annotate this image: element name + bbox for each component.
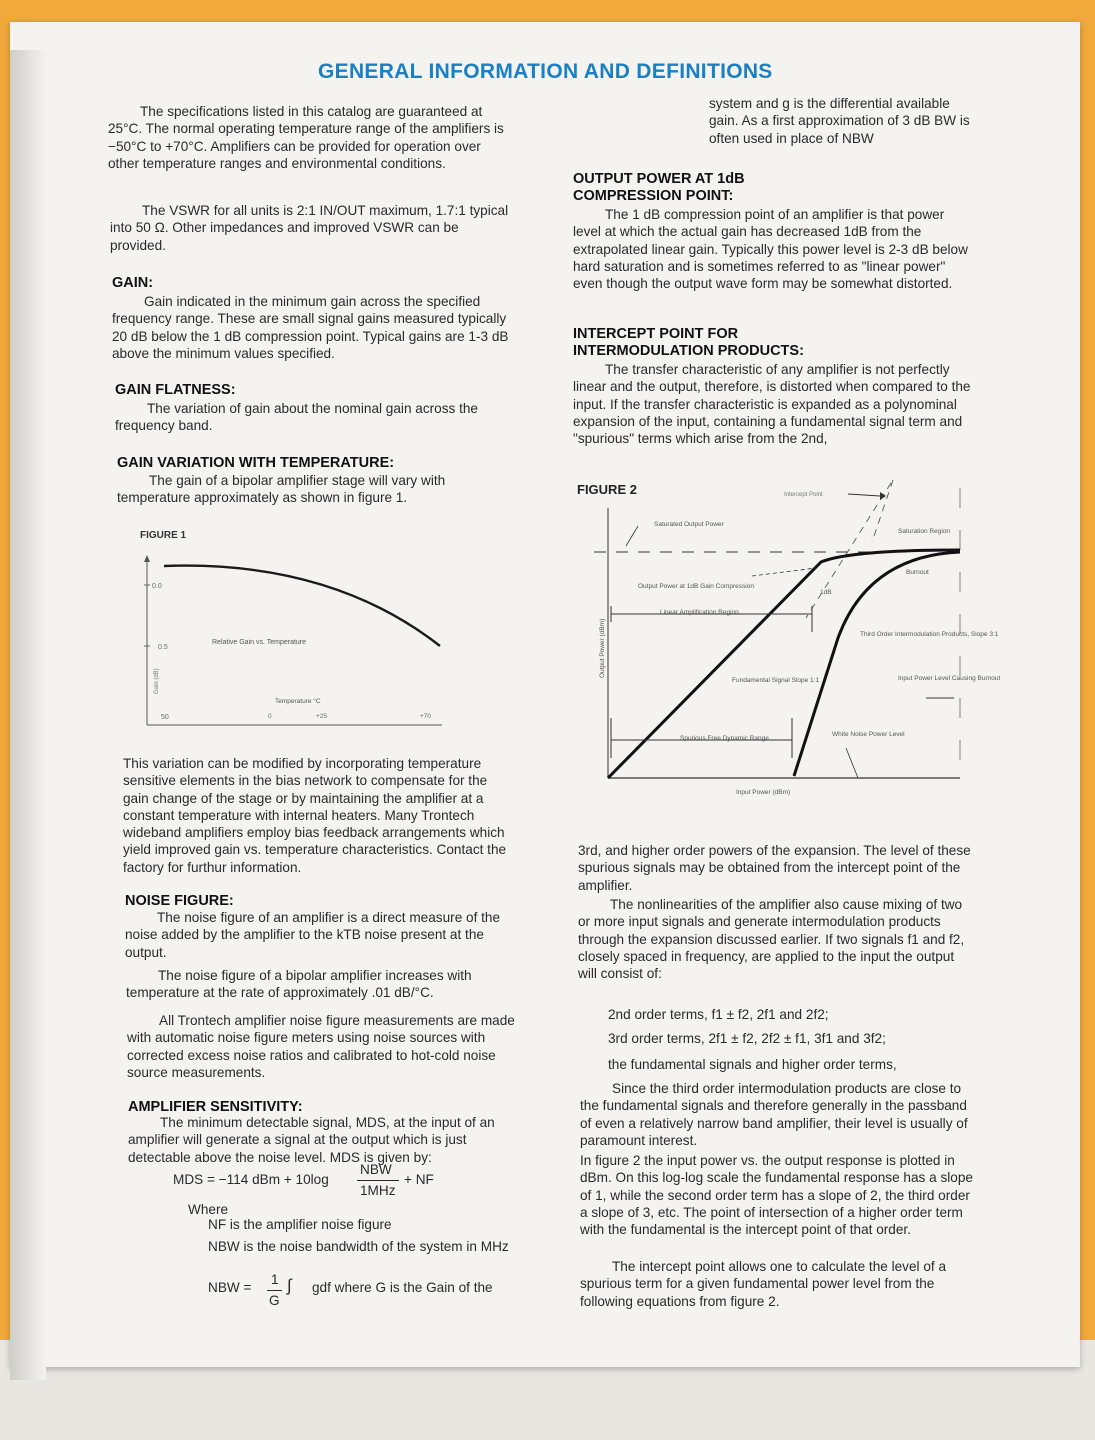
intercept-point-heading: INTERCEPT POINT FOR INTERMODULATION PRODUCTS: [573, 326, 804, 359]
gain-temperature-heading: GAIN VARIATION WITH TEMPERATURE: [117, 455, 395, 471]
mds-equation-lhs: MDS = −114 dBm + 10log [173, 1172, 329, 1187]
mds-fraction-numerator: NBW [360, 1162, 392, 1177]
gain-flatness-heading: GAIN FLATNESS: [115, 382, 236, 398]
saturated-output-label: Saturated Output Power [654, 521, 724, 528]
gain-flatness-paragraph: The variation of gain about the nominal gain across the frequency band. [115, 401, 478, 434]
third-order-extrapolation-line [872, 480, 893, 542]
white-noise-label: White Noise Power Level [832, 731, 905, 738]
figure-1-gain-curve [164, 566, 440, 646]
nf-definition: NF is the amplifier noise figure [208, 1217, 392, 1232]
figure-1-x-tick: +25 [316, 713, 328, 720]
figure-1 [120, 522, 460, 737]
compression-point-label: Output Power at 1dB Gain Compression [638, 583, 754, 590]
intercept-usage-paragraph: The intercept point allows one to calculate the level of a spurious term for a given fundamental power level from the following equations from figure 2. [580, 1259, 947, 1309]
figure-1-y-arrow [144, 555, 150, 562]
fundamental-extrapolation-line [806, 483, 891, 618]
figure-1-label: FIGURE 1 [140, 530, 187, 541]
page-title: GENERAL INFORMATION AND DEFINITIONS [318, 60, 773, 83]
fundamental-terms: the fundamental signals and higher order terms, [608, 1057, 897, 1072]
third-order-products-curve [794, 552, 960, 776]
figure-2-label: FIGURE 2 [577, 482, 637, 497]
amplifier-sensitivity-heading: AMPLIFIER SENSITIVITY: [128, 1099, 303, 1115]
page-fold-shadow [10, 50, 46, 1380]
intercept-point-paragraph: The transfer characteristic of any amplifier is not perfectly linear and the output, therefore, is distorted when compared to the input. If the transfer characteristic is expanded as a polynominal expansion of the input, containing a fundamental signal term and "spurious" terms which arise from the 2nd, [573, 362, 971, 447]
nbw-continuation-paragraph: system and g is the differential available gain. As a first approximation of 3 dB BW is often used in place of NBW [709, 96, 970, 146]
temperature-compensation-paragraph: This variation can be modified by incorporating temperature sensitive elements in the bias network to compensate for the gain change of the stage or by maintaining the amplifier at a constant temperature with internal heaters. Many Trontech wideband amplifiers employ bias feedback arrangements which yield improved gain vs. temperature characteristics. Contact the factory for furthur information. [123, 756, 507, 875]
where-label: Where [188, 1202, 229, 1217]
nbw-equation-lhs: NBW = [208, 1280, 252, 1295]
nonlinearities-paragraph: The nonlinearities of the amplifier also cause mixing of two or more input signals and generate intermodulation products through the expansion discussed earlier. If two signals f1 and f2, closely spaced in frequency, are applied to the input the output will consist of: [578, 897, 965, 982]
figure-2-explanation-paragraph: In figure 2 the input power vs. the output response is plotted in dBm. On this log-log scale the fundamental response has a slope of 1, while the second order term has a slope of 2, the third order a slope of 3, etc. The point of intersection of a higher order term with the fundamental is the intercept point of that order. [580, 1153, 973, 1238]
gain-paragraph: Gain indicated in the minimum gain across the specified frequency range. These are small signal gains measured typically 20 dB below the 1 dB compression point. Typical gains are 1-3 dB above the minimum values specified. [112, 294, 509, 361]
input-burnout-label: Input Power Level Causing Burnout [898, 675, 1001, 682]
noise-figure-paragraph-3: All Trontech amplifier noise figure measurements are made with automatic noise figure meters using noise sources with corrected excess noise ratios and calibrated to hot-cold noise source measurements. [127, 1013, 515, 1080]
mds-fraction-denominator: 1MHz [360, 1183, 396, 1198]
figure-1-x-tick: 0 [268, 713, 272, 720]
third-order-label: Third Order Intermodulation Products, Slope 3:1 [860, 631, 999, 638]
second-order-terms: 2nd order terms, f1 ± f2, 2f1 and 2f2; [608, 1007, 829, 1022]
intro-paragraph: The specifications listed in this catalog are guaranteed at 25°C. The normal operating temperature range of the amplifiers is −50°C to +70°C. Amplifiers can be provided for operation over other temperature ranges and environmental conditions. [108, 104, 504, 171]
intercept-continuation-paragraph: 3rd, and higher order powers of the expansion. The level of these spurious signals may be obtained from the intercept point of the amplifier. [578, 843, 971, 893]
mds-fraction-bar [357, 1180, 399, 1181]
spurious-free-range-label: Spurious Free Dynamic Range [680, 735, 769, 742]
compression-point-heading: OUTPUT POWER AT 1dB COMPRESSION POINT: [573, 171, 745, 204]
figure-1-y-tick: 50 [161, 714, 169, 721]
nbw-fraction-numerator: 1 [271, 1272, 279, 1287]
one-db-label: 1dB [820, 589, 832, 596]
third-order-terms: 3rd order terms, 2f1 ± f2, 2f2 ± f1, 3f1 and 3f2; [608, 1031, 886, 1046]
linear-region-label: Linear Amplification Region [660, 609, 739, 616]
figure-1-curve-label: Relative Gain vs. Temperature [212, 639, 307, 646]
gain-heading: GAIN: [112, 275, 154, 291]
gain-temperature-paragraph: The gain of a bipolar amplifier stage will vary with temperature approximately as shown in figure 1. [117, 473, 446, 506]
amplifier-sensitivity-paragraph: The minimum detectable signal, MDS, at the input of an amplifier will generate a signal at the output which is just detectable above the noise level. MDS is given by: [128, 1115, 495, 1165]
figure-1-y-tick: 0.0 [152, 583, 162, 590]
intercept-point-label: Intercept Point [784, 492, 823, 498]
compression-point-paragraph: The 1 dB compression point of an amplifier is that power level at which the actual gain has decreased 1dB from the extrapolated linear gain. Typically this power level is 2-3 dB below hard saturation and is sometimes referred to as "linear power" even though the output wave form may be somewhat distorted. [573, 207, 968, 292]
nbw-fraction-denominator: G [269, 1293, 280, 1308]
third-order-interest-paragraph: Since the third order intermodulation products are close to the fundamental signals and therefore generally in the passband of even a relatively narrow band amplifier, their level is usually of paramount interest. [580, 1081, 968, 1148]
vswr-paragraph: The VSWR for all units is 2:1 IN/OUT maximum, 1.7:1 typical into 50 Ω. Other impedances and improved VSWR can be provided. [110, 203, 509, 253]
nbw-definition: NBW is the noise bandwidth of the system in MHz [208, 1239, 509, 1254]
figure-1-y-label: Gain (dB) [154, 668, 160, 694]
intercept-arrow [848, 494, 880, 496]
nbw-fraction-bar [267, 1290, 282, 1291]
figure-2-y-label: Output Power (dBm) [599, 618, 606, 678]
figure-1-x-tick: +70 [420, 713, 432, 720]
figure-2-x-label: Input Power (dBm) [736, 789, 791, 796]
figure-2 [576, 478, 1001, 798]
integral-sign: ∫ [287, 1276, 292, 1295]
saturation-region-label: Saturation Region [898, 528, 951, 535]
nbw-equation-rhs: gdf where G is the Gain of the [312, 1280, 493, 1295]
figure-1-x-label: Temperature °C [275, 698, 321, 705]
fundamental-label: Fundamental Signal Slope 1:1 [732, 677, 820, 684]
noise-figure-paragraph-1: The noise figure of an amplifier is a direct measure of the noise added by the amplifier to the kTB noise present at the output. [125, 910, 501, 960]
burnout-label: Burnout [906, 569, 929, 576]
mds-equation-rhs: + NF [404, 1172, 434, 1187]
noise-figure-paragraph-2: The noise figure of a bipolar amplifier increases with temperature at the rate of approximately .01 dB/°C. [126, 968, 472, 1001]
noise-figure-heading: NOISE FIGURE: [125, 893, 234, 909]
figure-1-y-tick: 0.5 [158, 644, 168, 651]
